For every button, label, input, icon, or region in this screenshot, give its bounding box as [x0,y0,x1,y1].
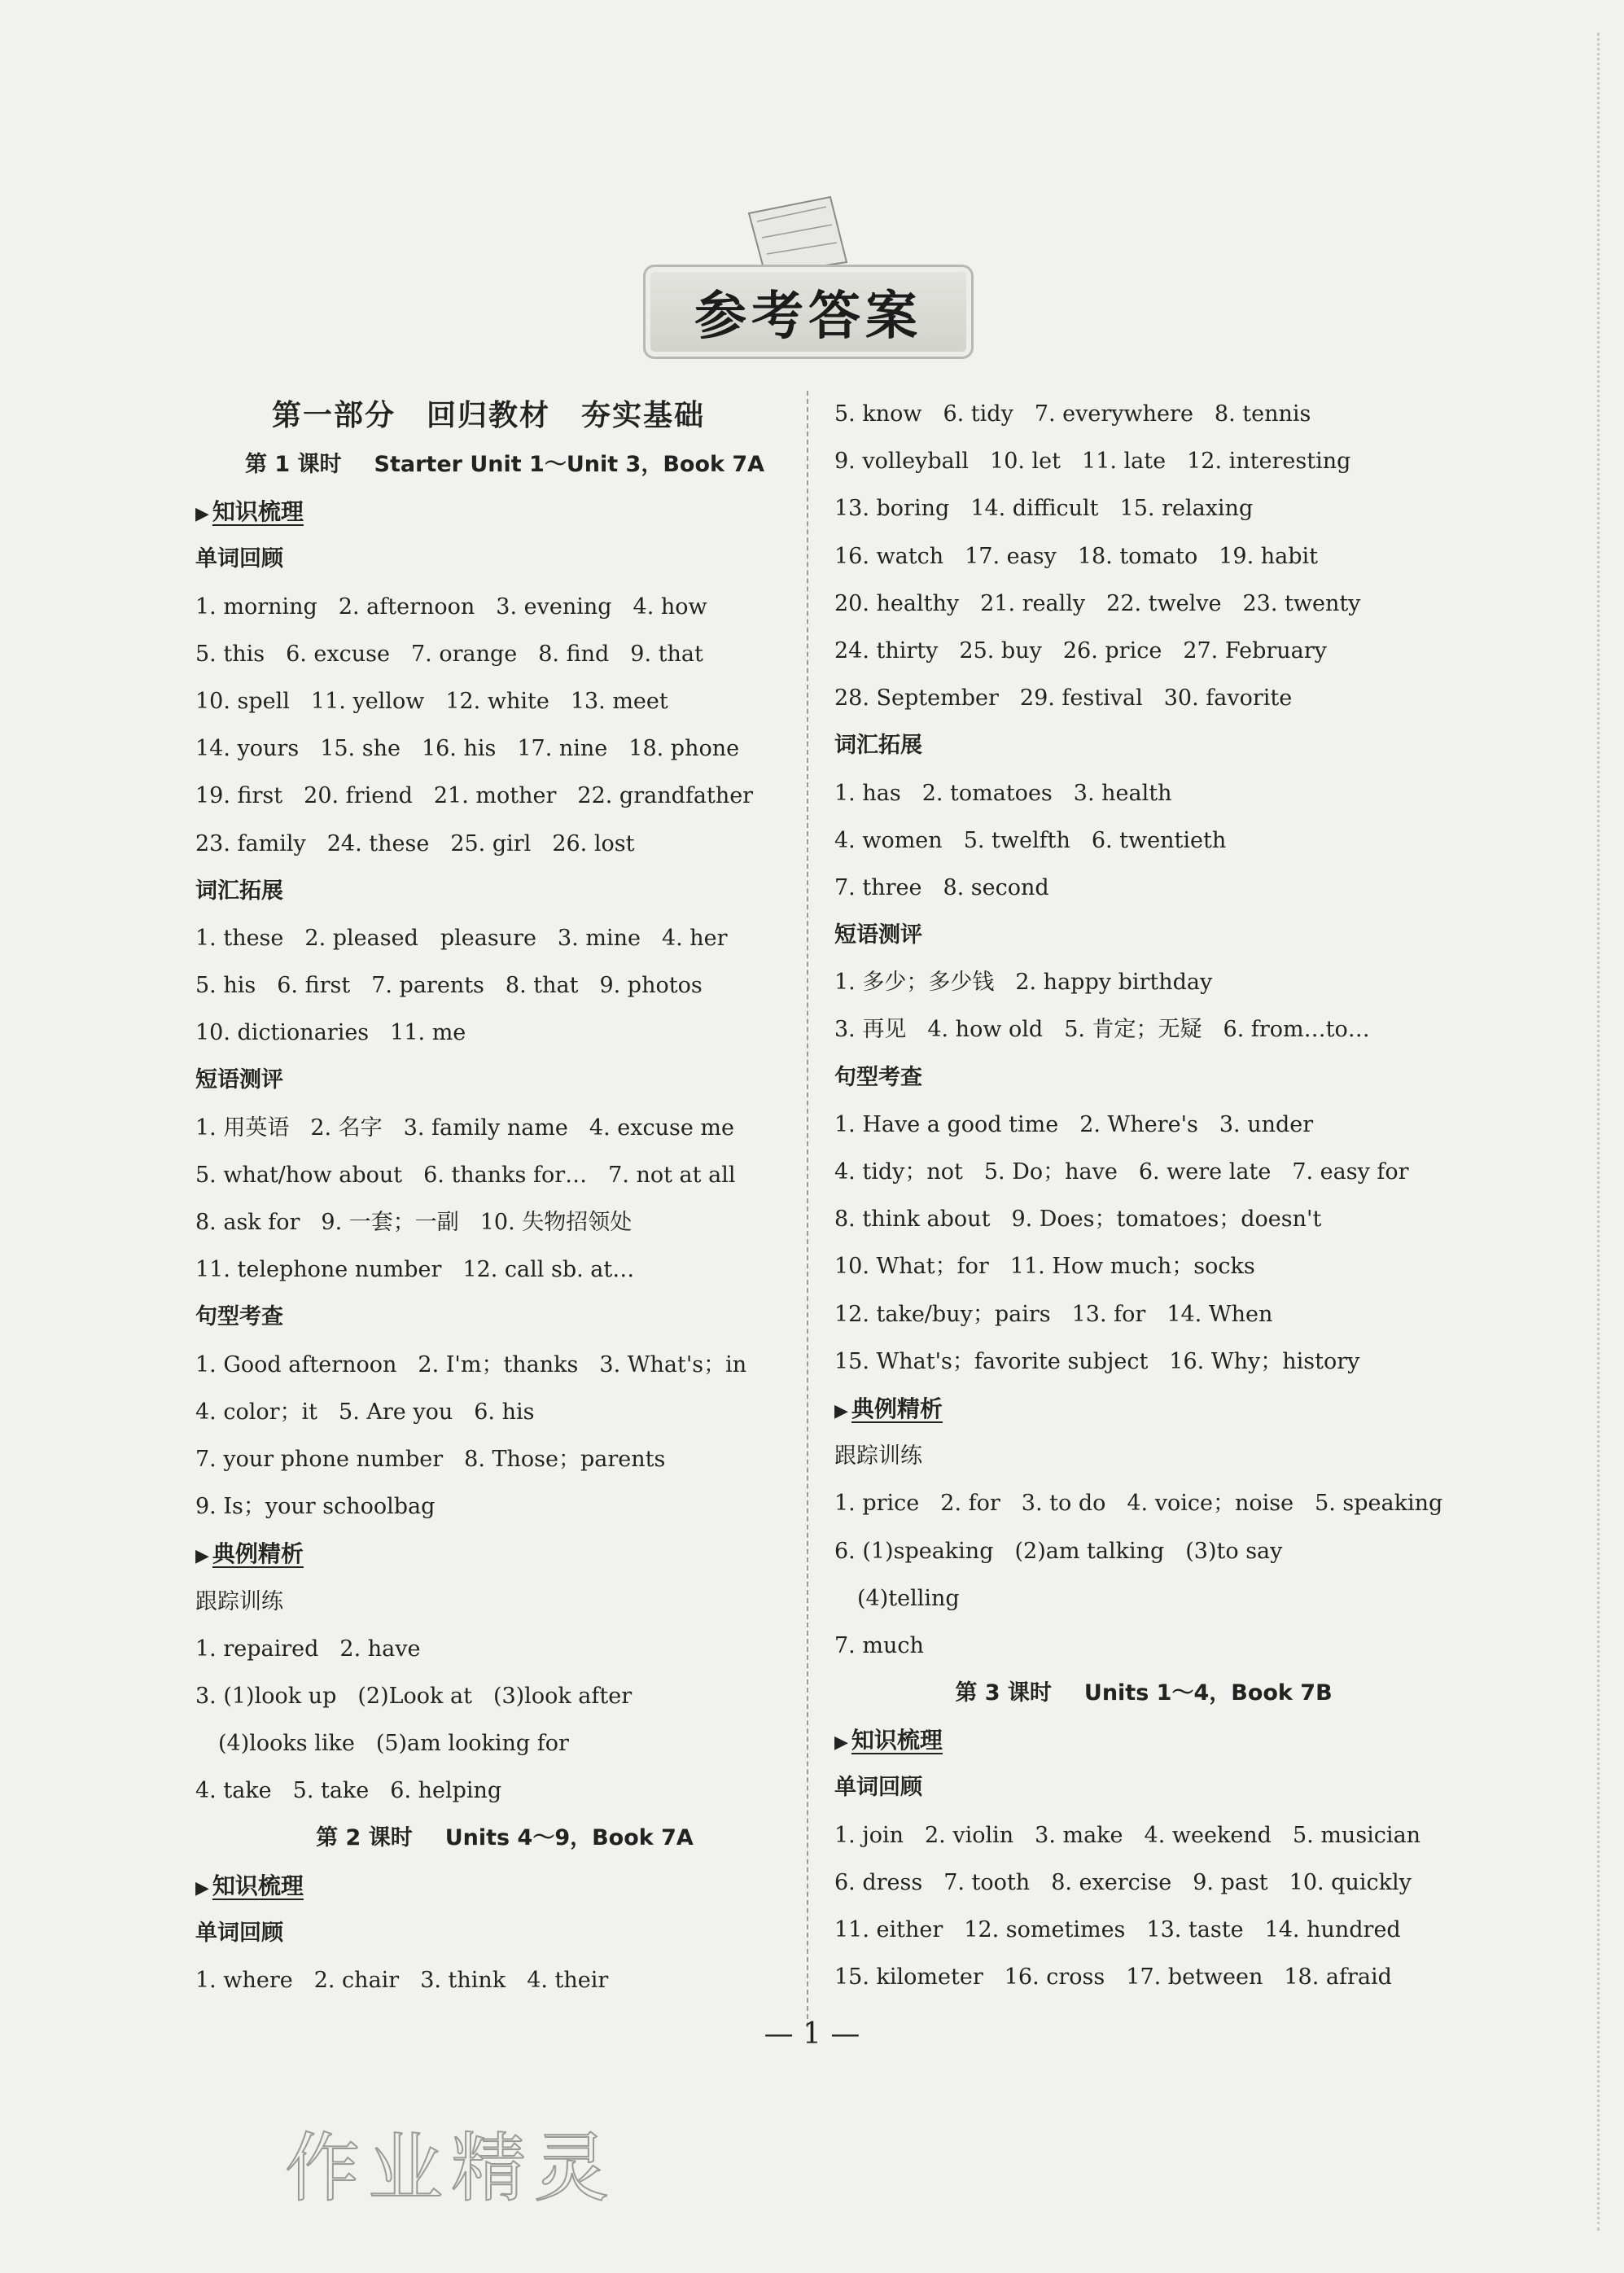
answer-row [195,1199,814,1246]
answer-item: 23. family [195,830,306,856]
column-divider [807,391,808,2027]
answer-item: 1. 多少；多少钱 [834,970,995,996]
lesson-units: Units 1～4，Book 7B [1083,1680,1333,1706]
answer-item: 22. twelve [1106,590,1222,616]
answer-item: (5)am looking for [375,1731,569,1757]
answer-row [195,1720,814,1767]
section-label: 知识梳理 [212,498,304,526]
answer-item: 18. afraid [1284,1964,1392,1991]
answer-item: 7. tooth [943,1869,1031,1895]
answer-item: 19. first [195,783,283,809]
answer-row [834,959,1453,1006]
answer-row [195,773,814,820]
answer-row [834,1149,1453,1196]
answer-item: 5. speaking [1315,1491,1443,1517]
answer-item: 20. healthy [834,590,960,616]
answer-item: 7. your phone number [195,1446,444,1472]
answer-item: 3. What's；in [599,1351,747,1377]
answer-item: 5. what/how about [195,1162,403,1188]
subsection-heading: 跟踪训练 [834,1443,922,1469]
left-column [195,391,814,2004]
answer-item: 18. phone [628,736,740,762]
answer-item: (4)telling [857,1585,960,1611]
answer-row [834,1291,1453,1338]
answer-item: 16. his [421,736,497,762]
answer-item: 6. his [474,1399,535,1425]
answer-row [834,533,1453,580]
answer-row [195,1389,814,1436]
answer-item: 15. kilometer [834,1964,983,1991]
answers-banner [643,265,974,359]
answer-item: 11. telephone number [195,1257,442,1283]
section-label: 知识梳理 [851,1727,943,1754]
answer-item: 30. favorite [1163,685,1293,712]
answer-item: 1. morning [195,593,317,620]
answer-item: 3. evening [496,593,612,620]
answer-item: 17. between [1126,1964,1263,1991]
lesson-title [195,1815,814,1862]
answer-item: 12. white [445,688,549,714]
answer-item: 3. 再见 [834,1017,907,1043]
answer-row [834,1907,1453,1954]
answer-row [834,1101,1453,1149]
answer-item: 25. girl [450,830,532,856]
page-number: 1 [803,2017,821,2051]
answer-item: 2. violin [925,1822,1014,1848]
answer-item: 1. 用英语 [195,1115,290,1141]
answer-item: 6. (1)speaking [834,1538,994,1564]
answer-item: 10. What；for [834,1254,989,1280]
answer-item: 7. much [834,1632,924,1658]
answer-item: 19. habit [1219,543,1319,569]
lesson-units: Units 4～9，Book 7A [444,1825,694,1851]
answer-item: 20. friend [304,783,413,809]
subsection-heading: 词汇拓展 [834,733,922,759]
section-heading [195,1863,814,1910]
answer-row [834,1243,1453,1290]
answer-item: 16. watch [834,543,944,569]
answer-row [834,1338,1453,1386]
answer-item: 4. how [633,593,707,620]
answer-row [834,438,1453,485]
answer-item: 3. to do [1021,1491,1106,1517]
answer-item: 14. yours [195,736,300,762]
section-label: 知识梳理 [212,1872,304,1899]
answer-item: 4. take [195,1778,272,1804]
subsection-heading: 词汇拓展 [195,878,283,904]
answer-row [834,580,1453,628]
answer-item: 24. thirty [834,637,939,664]
answer-item: 22. grandfather [577,783,754,809]
answer-item: 13. taste [1146,1917,1244,1942]
answer-item: 14. difficult [970,496,1099,522]
subsection-heading: 单词回顾 [195,1920,283,1946]
answer-item: 5. Are you [339,1399,453,1425]
answer-row [834,1006,1453,1053]
answer-row [834,865,1453,912]
answer-item: 5. twelfth [963,827,1070,853]
answer-item: 11. How much；socks [1009,1254,1255,1280]
answer-item: 2. chair [313,1968,400,1993]
answer-item: 10. spell [195,688,290,714]
answer-item: 2. pleased pleasure [304,925,536,951]
answer-item: 8. tennis [1214,401,1311,427]
answer-item: 1. has [834,780,901,806]
answer-item: 14. When [1167,1301,1273,1327]
answer-item: 4. women [834,827,943,853]
answer-item: 5. this [195,641,265,667]
answer-item: 12. interesting [1187,449,1351,475]
subsection-heading: 短语测评 [195,1067,283,1093]
answer-row [195,962,814,1009]
answer-item: 4. her [661,925,728,951]
answer-item: 2. happy birthday [1015,970,1213,996]
lesson-units: Starter Unit 1～Unit 3，Book 7A [374,452,765,477]
section-heading [834,1386,1453,1433]
answer-item: 16. Why；history [1169,1348,1360,1374]
answer-item: 1. these [195,925,284,951]
answer-item: 6. excuse [286,641,390,667]
section-heading [195,488,814,536]
page-footer: — 1 — [764,2017,860,2051]
answer-item: 6. from…to… [1223,1017,1370,1043]
lesson-title [834,1670,1453,1717]
answer-item: 7. everywhere [1034,401,1193,427]
answer-item: (4)looks like [218,1731,355,1757]
answer-item: 12. call sb. at… [462,1257,635,1283]
answer-item: 4. weekend [1144,1822,1272,1848]
answer-item: 1. Have a good time [834,1111,1059,1137]
section-heading [195,1531,814,1578]
answer-item: 8. that [505,973,579,999]
answer-item: 2. tomatoes [921,780,1053,806]
triangle-icon: ▶ [195,504,209,525]
answer-item: 9. Is；your schoolbag [195,1494,436,1520]
answer-item: 1. price [834,1491,920,1517]
answer-item: 1. Good afternoon [195,1351,397,1377]
answer-item: 6. dress [834,1869,923,1895]
answer-item: 29. festival [1019,685,1143,712]
triangle-icon: ▶ [834,1732,848,1754]
answer-item: 9. past [1193,1869,1268,1895]
subsection-heading: 句型考查 [195,1304,283,1330]
answer-item: 8. Those；parents [464,1446,666,1472]
answer-row [834,1575,1453,1623]
answer-item: 2. Where's [1079,1111,1198,1137]
answer-item: 18. tomato [1077,543,1198,569]
answer-item: 16. cross [1004,1964,1105,1991]
answer-row [195,725,814,773]
answer-item: 14. hundred [1264,1917,1401,1942]
answer-item: 17. easy [965,543,1057,569]
answer-row [195,1246,814,1294]
binding-edge [1597,33,1614,2231]
watermark: 作业精灵 [285,2125,618,2212]
answer-item: 26. price [1062,637,1162,664]
answer-row [195,1009,814,1057]
answer-item: 1. repaired [195,1636,319,1662]
answer-item: 10. let [990,449,1062,475]
answer-item: 15. relaxing [1119,496,1254,522]
answer-item: 5. take [292,1778,370,1804]
answer-item: 21. really [980,590,1086,616]
answer-row [195,678,814,725]
answer-item: 1. join [834,1822,904,1848]
answer-row [195,915,814,962]
answer-row [834,391,1453,438]
answer-row [195,1436,814,1483]
answer-item: 6. thanks for… [423,1162,588,1188]
answer-row [195,1342,814,1389]
section-label: 典例精析 [212,1540,304,1568]
answer-row [834,770,1453,817]
answer-item: 4. how old [927,1017,1044,1043]
answer-row [195,821,814,868]
answer-item: 13. for [1071,1301,1146,1327]
lesson-number: 第 2 课时 [316,1825,413,1851]
answer-row [195,1626,814,1673]
answer-item: 9. that [630,641,703,667]
answer-item: 28. September [834,685,999,712]
triangle-icon: ▶ [195,1877,209,1899]
answer-item: 6. were late [1138,1159,1272,1185]
answer-item: 2. 名字 [310,1115,383,1141]
answer-item: 6. first [277,973,351,999]
answer-row [834,1528,1453,1575]
answer-item: 6. helping [390,1778,502,1804]
answer-item: 6. tidy [943,401,1013,427]
answer-item: 8. ask for [195,1210,300,1235]
answer-item: 23. twenty [1242,590,1361,616]
answer-item: 10. 失物招领处 [479,1210,633,1235]
answer-item: 26. lost [552,830,635,856]
answer-item: 15. What's；favorite subject [834,1348,1149,1374]
lesson-title [195,441,814,488]
answer-item: 4. their [527,1968,609,1993]
answer-row [834,1954,1453,2001]
answer-item: 8. think about [834,1207,991,1233]
answer-item: 3. under [1219,1111,1314,1137]
subsection-heading: 跟踪训练 [195,1588,283,1614]
page-title: 参考答案 [694,287,922,347]
answer-item: 9. volleyball [834,449,970,475]
answer-item: 21. mother [433,783,557,809]
answer-item: 15. she [320,736,401,762]
answer-item: (2)am talking [1014,1538,1165,1564]
answer-item: 8. exercise [1051,1869,1172,1895]
answer-row [834,1859,1453,1907]
triangle-icon: ▶ [834,1400,848,1421]
answer-item: 7. easy for [1292,1159,1409,1185]
answer-item: 3. mine [558,925,641,951]
answer-item: 9. 一套；一副 [321,1210,459,1235]
answer-item: 7. not at all [608,1162,736,1188]
answer-item: 4. excuse me [589,1115,734,1141]
answer-row [834,1480,1453,1527]
answer-item: (2)Look at [357,1683,472,1709]
answer-item: 2. afternoon [338,593,475,620]
answer-item: (3)to say [1185,1538,1283,1564]
answer-row [195,631,814,678]
answer-item: 17. nine [517,736,608,762]
answer-item: 10. dictionaries [195,1020,370,1046]
answer-item: 3. (1)look up [195,1683,337,1709]
answer-row [834,1196,1453,1243]
answer-item: 27. February [1183,637,1327,664]
answer-item: 6. twentieth [1091,827,1227,853]
answer-item: 5. musician [1292,1822,1421,1848]
part-title: 第一部分 回归教材 夯实基础 [271,399,705,432]
answer-item: 9. photos [599,973,703,999]
right-column [834,391,1453,2001]
answer-item: 3. family name [403,1115,568,1141]
answer-item: 3. think [420,1968,506,1993]
answer-row [195,1957,814,2004]
lesson-number: 第 1 课时 [244,452,342,477]
subsection-heading: 单词回顾 [834,1775,922,1801]
answer-item: 5. Do；have [983,1159,1118,1185]
answer-item: 7. parents [371,973,484,999]
answer-item: 3. health [1073,780,1172,806]
answer-item: 12. sometimes [964,1917,1126,1942]
answer-item: 5. 肯定；无疑 [1064,1017,1202,1043]
answer-item: 8. find [538,641,610,667]
answer-item: 3. make [1035,1822,1123,1848]
section-heading [834,1717,1453,1764]
answer-row [195,1767,814,1815]
answer-item: 11. late [1082,449,1167,475]
section-label: 典例精析 [851,1395,943,1422]
answer-row [834,1812,1453,1859]
answer-item: 4. tidy；not [834,1159,963,1185]
answer-row [195,1483,814,1531]
lesson-number: 第 3 课时 [955,1680,1052,1706]
answer-item: 4. color；it [195,1399,318,1425]
triangle-icon: ▶ [195,1546,209,1567]
answer-row [834,817,1453,865]
answer-item: 1. where [195,1968,293,1993]
answer-item: 8. second [943,874,1049,900]
answer-item: 24. these [326,830,430,856]
answer-item: 2. I'm；thanks [418,1351,579,1377]
answer-item: 9. Does；tomatoes；doesn't [1011,1207,1322,1233]
answer-item: (3)look after [492,1683,633,1709]
answer-item: 11. me [390,1020,466,1046]
answer-row [195,584,814,631]
answer-row [834,675,1453,722]
answer-row [834,628,1453,675]
answer-item: 13. boring [834,496,950,522]
answer-row [834,485,1453,532]
answer-item: 13. meet [570,688,668,714]
answer-item: 7. orange [410,641,518,667]
subsection-heading: 单词回顾 [195,546,283,572]
answer-item: 12. take/buy；pairs [834,1301,1051,1327]
answer-item: 7. three [834,874,922,900]
answer-item: 5. know [834,401,922,427]
answer-item: 2. for [940,1491,1000,1517]
answer-row [195,1673,814,1720]
answer-row [195,1105,814,1152]
answer-item: 5. his [195,973,256,999]
subsection-heading: 短语测评 [834,922,922,948]
answer-item: 11. either [834,1917,943,1942]
answer-item: 25. buy [959,637,1042,664]
answer-item: 11. yellow [310,688,425,714]
subsection-heading: 句型考查 [834,1064,922,1090]
answer-item: 4. voice；noise [1127,1491,1294,1517]
answer-row [195,1152,814,1199]
answer-item: 10. quickly [1289,1869,1412,1895]
answer-row [834,1623,1453,1670]
answer-item: 2. have [339,1636,421,1662]
